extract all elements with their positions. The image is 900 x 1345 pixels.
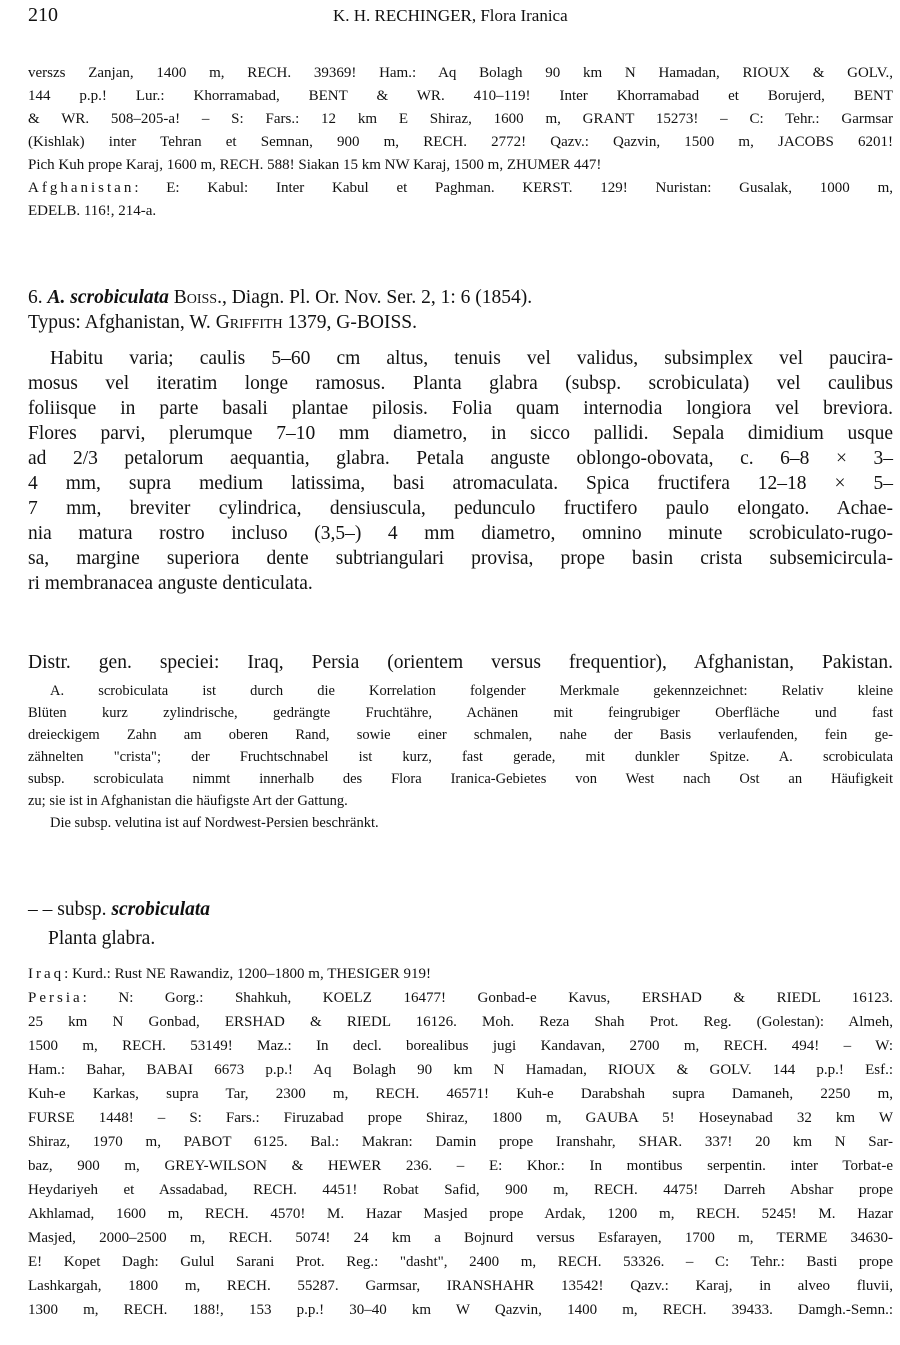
text-line: Masjed, 2000–2500 m, RECH. 5074! 24 km a Bojnurd versus Esfarayen, 1700 m, TERME 34630- bbox=[28, 1230, 893, 1246]
typus-prefix: Typus: Afghanistan, W. bbox=[28, 312, 211, 333]
taxonomic-note bbox=[28, 680, 893, 834]
text-line: Shiraz, 1970 m, PABOT 6125. Bal.: Makran: Damin prope Iranshahr, SHAR. 337! 20 km N Sar- bbox=[28, 1134, 893, 1150]
specimen-list-continued bbox=[28, 62, 893, 223]
text-lines bbox=[28, 1010, 893, 1322]
subspecies-prefix: – – subsp. bbox=[28, 899, 107, 920]
text-line: (Kishlak) inter Tehran et Semnan, 900 m, RECH. 2772! Qazv.: Qazvin, 1500 m, JACOBS 6201! bbox=[28, 134, 893, 150]
text-lines bbox=[28, 62, 893, 177]
species-title bbox=[28, 285, 893, 310]
species-number: 6. bbox=[28, 287, 43, 308]
text-line: zähnelten "crista"; der Fruchtschnabel ist kurz, fast gerade, mit dunkler Spitze. A. scrobiculata bbox=[28, 749, 893, 765]
typus bbox=[28, 310, 893, 335]
species-description bbox=[28, 346, 893, 596]
text-line: Die subsp. velutina ist auf Nordwest-Persien beschränkt. bbox=[50, 815, 379, 831]
text-line: Heydariyeh et Assadabad, RECH. 4451! Robat Safid, 900 m, RECH. 4475! Darreh Abshar prope bbox=[28, 1182, 893, 1198]
species-heading bbox=[28, 285, 893, 335]
afghanistan-line bbox=[28, 177, 893, 200]
country-label: Persia bbox=[28, 990, 83, 1006]
text-line: subsp. scrobiculata nimmt innerhalb des Flora Iranica-Gebietes von West nach Ost an Häufigkeit bbox=[28, 771, 893, 787]
species-author: Boiss. bbox=[173, 287, 222, 308]
text-line: 144 p.p.! Lur.: Khorramabad, BENT & WR. 410–119! Inter Khorramabad et Borujerd, BENT bbox=[28, 88, 893, 104]
persia-line bbox=[28, 986, 893, 1010]
typus-collector: Griffith bbox=[215, 312, 283, 333]
country-label: Afghanistan bbox=[28, 180, 135, 196]
text-line: nia matura rostro incluso (3,5–) 4 mm diametro, omnino minute scrobiculato-rugo- bbox=[28, 523, 893, 544]
text-line: FURSE 1448! – S: Fars.: Firuzabad prope Shiraz, 1800 m, GAUBA 5! Hoseynabad 32 km W bbox=[28, 1110, 893, 1126]
text-lines bbox=[28, 346, 893, 596]
distribution: Distr. gen. speciei: Iraq, Persia (orientem versus frequentior), Afghanistan, Pakistan. bbox=[28, 652, 893, 673]
afghanistan-records: : E: Kabul: Inter Kabul et Paghman. KERST. 129! Nuristan: Gusalak, 1000 m, bbox=[134, 180, 893, 196]
text-line: foliisque in parte basali plantae pilosis. Folia quam internodia longiora vel breviora. bbox=[28, 398, 893, 419]
text-line: verszs Zanjan, 1400 m, RECH. 39369! Ham.: Aq Bolagh 90 km N Hamadan, RIOUX & GOLV., bbox=[28, 65, 893, 81]
text-line: EDELB. 116!, 214-a. bbox=[28, 203, 157, 219]
running-title: K. H. RECHINGER, Flora Iranica bbox=[333, 6, 568, 25]
country-label: Iraq bbox=[28, 966, 65, 982]
typus-rest: 1379, G-BOISS. bbox=[282, 312, 418, 333]
text-line: 1500 m, RECH. 53149! Maz.: In decl. borealibus jugi Kandavan, 2700 m, RECH. 494! – W: bbox=[28, 1038, 893, 1054]
subspecies-name: scrobiculata bbox=[111, 899, 211, 920]
text-line: 25 km N Gonbad, ERSHAD & RIEDL 16126. Moh. Reza Shah Prot. Reg. (Golestan): Almeh, bbox=[28, 1014, 893, 1030]
text-line: sa, margine superiora dente subtriangulari provisa, prope basin crista subsemicircula- bbox=[28, 548, 893, 569]
text-line: & WR. 508–205-a! – S: Fars.: 12 km E Shiraz, 1600 m, GRANT 15273! – C: Tehr.: Garmsar bbox=[28, 111, 893, 127]
subspecies-heading bbox=[28, 897, 893, 951]
text-line: Blüten kurz zylindrische, gedrängte Fruchtähre, Achänen mit feingrubiger Oberfläche und fast bbox=[28, 705, 893, 721]
page-number: 210 bbox=[28, 4, 58, 26]
species-citation: , Diagn. Pl. Or. Nov. Ser. 2, 1: 6 (1854). bbox=[221, 287, 533, 308]
text-line: mosus vel iteratim longe ramosus. Planta glabra (subsp. scrobiculata) vel caulibus bbox=[28, 373, 893, 394]
text-line: Lashkargah, 1800 m, RECH. 55287. Garmsar, IRANSHAHR 13542! Qazv.: Karaj, in alveo fluvii, bbox=[28, 1278, 893, 1294]
iraq-line bbox=[28, 962, 893, 986]
text-line: 1300 m, RECH. 188!, 153 p.p.! 30–40 km W Qazvin, 1400 m, RECH. 39433. Damgh.-Semn.: bbox=[28, 1302, 893, 1318]
page-header bbox=[28, 4, 893, 32]
subspecies-diagnosis: Planta glabra. bbox=[48, 928, 156, 949]
persia-records: : N: Gorg.: Shahkuh, KOELZ 16477! Gonbad-e Kavus, ERSHAD & RIEDL 16123. bbox=[82, 990, 893, 1006]
text-line: Akhlamad, 1600 m, RECH. 4570! M. Hazar Masjed prope Ardak, 1200 m, RECH. 5245! M. Hazar bbox=[28, 1206, 893, 1222]
text-line: 7 mm, breviter cylindrica, densiuscula, pedunculo fructifero paulo elongato. Achae- bbox=[28, 498, 893, 519]
text-line: A. scrobiculata ist durch die Korrelation folgender Merkmale gekennzeichnet: Relativ kleine bbox=[50, 683, 893, 699]
text-line: baz, 900 m, GREY-WILSON & HEWER 236. – E: Khor.: In montibus serpentin. inter Torbat-e bbox=[28, 1158, 893, 1174]
text-line: Kuh-e Karkas, supra Tar, 2300 m, RECH. 46571! Kuh-e Darabshah supra Damaneh, 2250 m, bbox=[28, 1086, 893, 1102]
text-line: Ham.: Bahar, BABAI 6673 p.p.! Aq Bolagh 90 km N Hamadan, RIOUX & GOLV. 144 p.p.! Esf.: bbox=[28, 1062, 893, 1078]
specimen-records bbox=[28, 962, 893, 1322]
iraq-records: : Kurd.: Rust NE Rawandiz, 1200–1800 m, THESIGER 919! bbox=[64, 966, 431, 982]
text-line: E! Kopet Dagh: Gulul Sarani Prot. Reg.: "dasht", 2400 m, RECH. 53326. – C: Tehr.: Basti prope bbox=[28, 1254, 893, 1270]
text-lines bbox=[28, 680, 893, 834]
text-line: 4 mm, supra medium latissima, basi atromaculata. Spica fructifera 12–18 × 5– bbox=[28, 473, 893, 494]
text-line: ad 2/3 petalorum aequantia, glabra. Petala anguste oblongo-obovata, c. 6–8 × 3– bbox=[28, 448, 893, 469]
text-line: Pich Kuh prope Karaj, 1600 m, RECH. 588! Siakan 15 km NW Karaj, 1500 m, ZHUMER 447! bbox=[28, 157, 602, 173]
text-line: dreieckigem Zahn am oberen Rand, sowie einer schmalen, nahe der Basis verlaufenden, fein ge- bbox=[28, 727, 893, 743]
text-line: ri membranacea anguste denticulata. bbox=[28, 573, 313, 594]
text-line: Flores parvi, plerumque 7–10 mm diametro, in sicco pallidi. Sepala dimidium usque bbox=[28, 423, 893, 444]
text-line: zu; sie ist in Afghanistan die häufigste Art der Gattung. bbox=[28, 793, 348, 809]
text-line: Habitu varia; caulis 5–60 cm altus, tenuis vel validus, subsimplex vel paucira- bbox=[50, 348, 893, 369]
species-name: A. scrobiculata bbox=[47, 287, 169, 308]
